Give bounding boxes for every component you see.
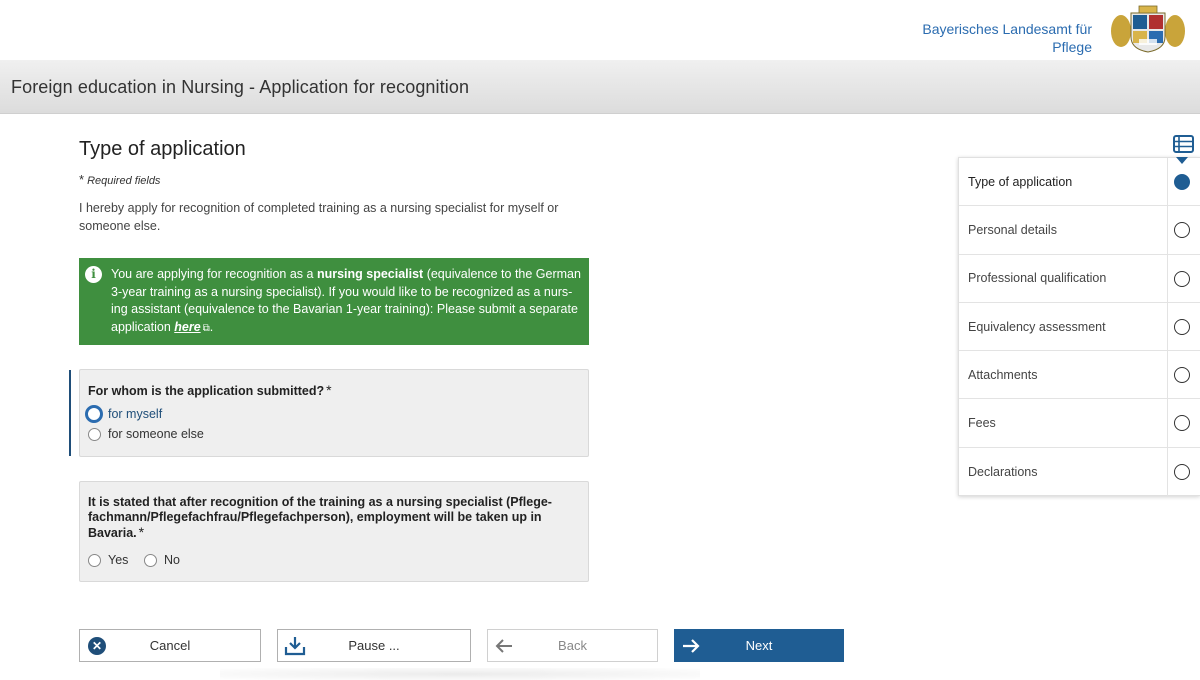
step-indicator	[1174, 464, 1190, 480]
step-indicator	[1174, 415, 1190, 431]
step-label: Professional qualification	[968, 271, 1107, 286]
back-button[interactable]	[487, 629, 658, 662]
step-divider	[1167, 448, 1168, 496]
step-fees[interactable]	[959, 399, 1200, 447]
radio-label: for myself	[108, 407, 163, 421]
step-divider	[1167, 206, 1168, 253]
step-indicator	[1174, 271, 1190, 287]
pause-label: Pause ...	[348, 638, 400, 653]
required-asterisk: *	[138, 524, 145, 540]
step-equivalency-assessment[interactable]	[959, 303, 1200, 351]
title-bar	[0, 60, 1200, 114]
cancel-button[interactable]	[79, 629, 261, 662]
radio-circle[interactable]	[88, 428, 101, 441]
notice-text-before: You are applying for recognition as a	[111, 267, 317, 281]
notice-end: .	[209, 319, 214, 334]
step-divider	[1167, 158, 1168, 205]
back-label: Back	[558, 638, 587, 653]
step-label: Declarations	[968, 464, 1038, 479]
step-label: Personal details	[968, 222, 1057, 237]
radio-circle[interactable]	[85, 405, 103, 423]
radio-label: Yes	[108, 553, 129, 567]
notice-here-link[interactable]: here	[174, 319, 201, 334]
step-label: Type of application	[968, 174, 1073, 189]
next-label: Next	[745, 638, 773, 653]
question-employment-text: It is stated that after recognition of the training as a nursing specialist (Pflege-fachmann/Pflegefachfrau/Pflegefachperson), employment will be taken up in Bavaria.	[88, 495, 552, 540]
radio-circle[interactable]	[88, 554, 101, 567]
step-divider	[1167, 303, 1168, 350]
question-employment-bavaria	[79, 481, 589, 582]
footer-shadow	[220, 668, 700, 680]
question-applicant	[79, 369, 589, 457]
radio-yes[interactable]	[88, 553, 128, 567]
step-indicator	[1174, 319, 1190, 335]
next-button[interactable]	[674, 629, 844, 662]
top-header	[0, 0, 1200, 60]
close-icon: ✕	[88, 637, 106, 655]
step-declarations[interactable]	[959, 448, 1200, 496]
question-applicant-label	[88, 383, 332, 399]
step-current-indicator	[1174, 174, 1190, 190]
cancel-label: Cancel	[149, 638, 191, 653]
list-menu-icon[interactable]	[1173, 135, 1194, 155]
question-employment-label	[88, 495, 558, 541]
application-title: Foreign education in Nursing - Application for recognition	[11, 77, 470, 97]
info-icon: i	[85, 266, 102, 283]
notice-text-after: (equivalence to the German 3-year training as a nursing specialist). If you would like to be recognized as a nurs-ing assistant (equivalence to the Bavarian 1-year training): Please submit a separate application	[111, 267, 581, 334]
required-fields-note	[79, 172, 160, 187]
radio-for-myself[interactable]	[88, 405, 162, 423]
step-divider	[1167, 351, 1168, 398]
step-personal-details[interactable]	[959, 206, 1200, 254]
step-divider	[1167, 399, 1168, 446]
step-label: Attachments	[968, 367, 1038, 382]
step-attachments[interactable]	[959, 351, 1200, 399]
progress-steps	[958, 157, 1200, 496]
intro-text: I hereby apply for recognition of completed training as a nursing specialist for myself or someone else.	[79, 201, 559, 233]
radio-label: No	[164, 553, 180, 567]
radio-for-someone-else[interactable]	[88, 427, 204, 441]
required-star: *	[79, 172, 85, 187]
notice-bold: nursing specialist	[316, 267, 424, 281]
required-asterisk: *	[326, 382, 332, 398]
step-indicator	[1174, 367, 1190, 383]
step-label: Fees	[968, 416, 996, 431]
step-indicator	[1174, 222, 1190, 238]
info-notice	[79, 258, 589, 345]
authority-name[interactable]	[922, 20, 1092, 56]
question-applicant-text: For whom is the application submitted?	[88, 384, 325, 398]
step-type-of-application[interactable]	[959, 158, 1200, 206]
radio-label: for someone else	[108, 427, 204, 441]
external-link-icon: ⧉	[202, 322, 210, 334]
authority-name-line1: Bayerisches Landesamt für	[922, 21, 1092, 37]
page-title: Type of application	[79, 138, 246, 160]
authority-name-line2: Pflege	[1052, 39, 1092, 55]
radio-circle[interactable]	[144, 554, 157, 567]
required-fields-text: Required fields	[87, 175, 161, 187]
pause-button[interactable]	[277, 629, 471, 662]
radio-no[interactable]	[144, 553, 180, 567]
bavarian-coat-of-arms-icon	[1109, 3, 1187, 53]
step-professional-qualification[interactable]	[959, 255, 1200, 303]
step-divider	[1167, 255, 1168, 302]
step-label: Equivalency assessment	[968, 319, 1106, 334]
